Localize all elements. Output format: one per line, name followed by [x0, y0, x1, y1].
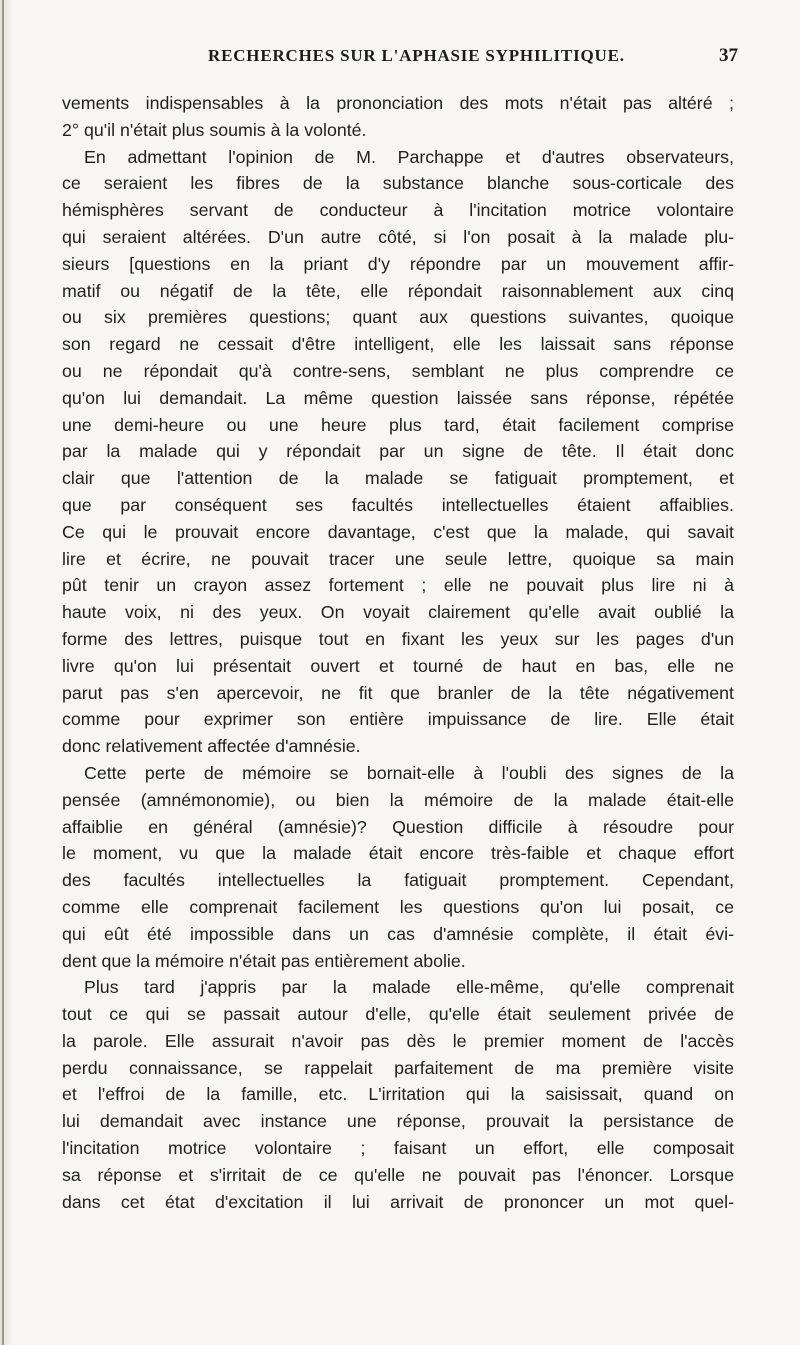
text-line: livre qu'on lui présentait ouvert et tourné de haut en bas, elle ne — [62, 655, 734, 676]
running-head — [208, 46, 738, 72]
text-line: une demi-heure ou une heure plus tard, était facilement comprise — [62, 414, 734, 435]
text-line: matif ou négatif de la tête, elle répondait raisonnablement aux cinq — [62, 280, 734, 301]
text-line: qui eût été impossible dans un cas d'amnésie complète, il était évi- — [62, 923, 734, 944]
text-line: perdu connaissance, se rappelait parfaitement de ma première visite — [62, 1057, 734, 1078]
running-title: RECHERCHES SUR L'APHASIE SYPHILITIQUE. — [208, 46, 625, 65]
text-line: sa réponse et s'irritait de ce qu'elle ne pouvait pas l'énoncer. Lorsque — [62, 1164, 734, 1185]
text-line: affaiblie en général (amnésie)? Question difficile à résoudre pour — [62, 816, 734, 837]
text-line: qu'on lui demandait. La même question laissée sans réponse, répétée — [62, 387, 734, 408]
text-line: qui seraient altérées. D'un autre côté, si l'on posait à la malade plu- — [62, 226, 734, 247]
text-line: lire et écrire, ne pouvait tracer une seule lettre, quoique sa main — [62, 548, 734, 569]
text-line: clair que l'attention de la malade se fatiguait promptement, et — [62, 468, 734, 489]
text-line: En admettant l'opinion de M. Parchappe et d'autres observateurs, — [84, 146, 734, 167]
text-line: le moment, vu que la malade était encore très-faible et chaque effort — [62, 843, 734, 864]
text-line: Plus tard j'appris par la malade elle-même, qu'elle comprenait — [84, 977, 734, 998]
paragraph-4 — [62, 974, 734, 1215]
text-line: pût tenir un crayon assez fortement ; elle ne pouvait plus lire ni à — [62, 575, 734, 596]
text-line: ou ne répondait qu'à contre-sens, semblant ne plus comprendre ce — [62, 360, 734, 381]
page-number: 37 — [719, 45, 738, 66]
text-line: dent que la mémoire n'était pas entièrement abolie. — [62, 950, 466, 971]
paragraph-3 — [62, 760, 734, 974]
text-line: la parole. Elle assurait n'avoir pas dès le premier moment de l'accès — [62, 1030, 734, 1051]
text-line: Cette perte de mémoire se bornait-elle à l'oubli des signes de la — [84, 762, 734, 783]
text-line: comme pour exprimer son entière impuissance de lire. Elle était — [62, 709, 734, 730]
text-line: donc relativement affectée d'amnésie. — [62, 736, 361, 757]
text-line: que par conséquent ses facultés intellectuelles étaient affaiblies. — [62, 494, 734, 515]
text-line: lui demandait avec instance une réponse, prouvait la persistance de — [62, 1111, 734, 1132]
body-text — [62, 90, 734, 1215]
text-line: hémisphères servant de conducteur à l'incitation motrice volontaire — [62, 200, 734, 221]
text-line: ce seraient les fibres de la substance blanche sous-corticale des — [62, 173, 734, 194]
text-line: pensée (amnémonomie), ou bien la mémoire de la malade était-elle — [62, 789, 734, 810]
text-line: sieurs [questions en la priant d'y répondre par un mouvement affir- — [62, 253, 734, 274]
text-line: 2° qu'il n'était plus soumis à la volonté. — [62, 119, 367, 140]
text-line: des facultés intellectuelles la fatiguait promptement. Cependant, — [62, 870, 734, 891]
paragraph-1 — [62, 90, 734, 144]
text-line: dans cet état d'excitation il lui arrivait de prononcer un mot quel- — [62, 1191, 734, 1212]
text-line: comme elle comprenait facilement les questions qu'on lui posait, ce — [62, 896, 734, 917]
text-line: tout ce qui se passait autour d'elle, qu'elle était seulement privée de — [62, 1004, 734, 1025]
text-line: forme des lettres, puisque tout en fixant les yeux sur les pages d'un — [62, 628, 734, 649]
text-line: Ce qui le prouvait encore davantage, c'est que la malade, qui savait — [62, 521, 734, 542]
text-line: haute voix, ni des yeux. On voyait clairement qu'elle avait oublié la — [62, 602, 734, 623]
text-line: son regard ne cessait d'être intelligent, elle les laissait sans réponse — [62, 334, 734, 355]
text-line: et l'effroi de la famille, etc. L'irritation qui la saisissait, quand on — [62, 1084, 734, 1105]
text-line: vements indispensables à la prononciation des mots n'était pas altéré ; — [62, 93, 734, 113]
page-binding-edge — [2, 0, 4, 1345]
paragraph-2 — [62, 144, 734, 760]
text-line: par la malade qui y répondait par un signe de tête. Il était donc — [62, 441, 734, 462]
text-line: l'incitation motrice volontaire ; faisant un effort, elle composait — [62, 1138, 734, 1159]
text-line: ou six premières questions; quant aux questions suivantes, quoique — [62, 307, 734, 328]
text-line: parut pas s'en apercevoir, ne fit que branler de la tête négativement — [62, 682, 734, 703]
